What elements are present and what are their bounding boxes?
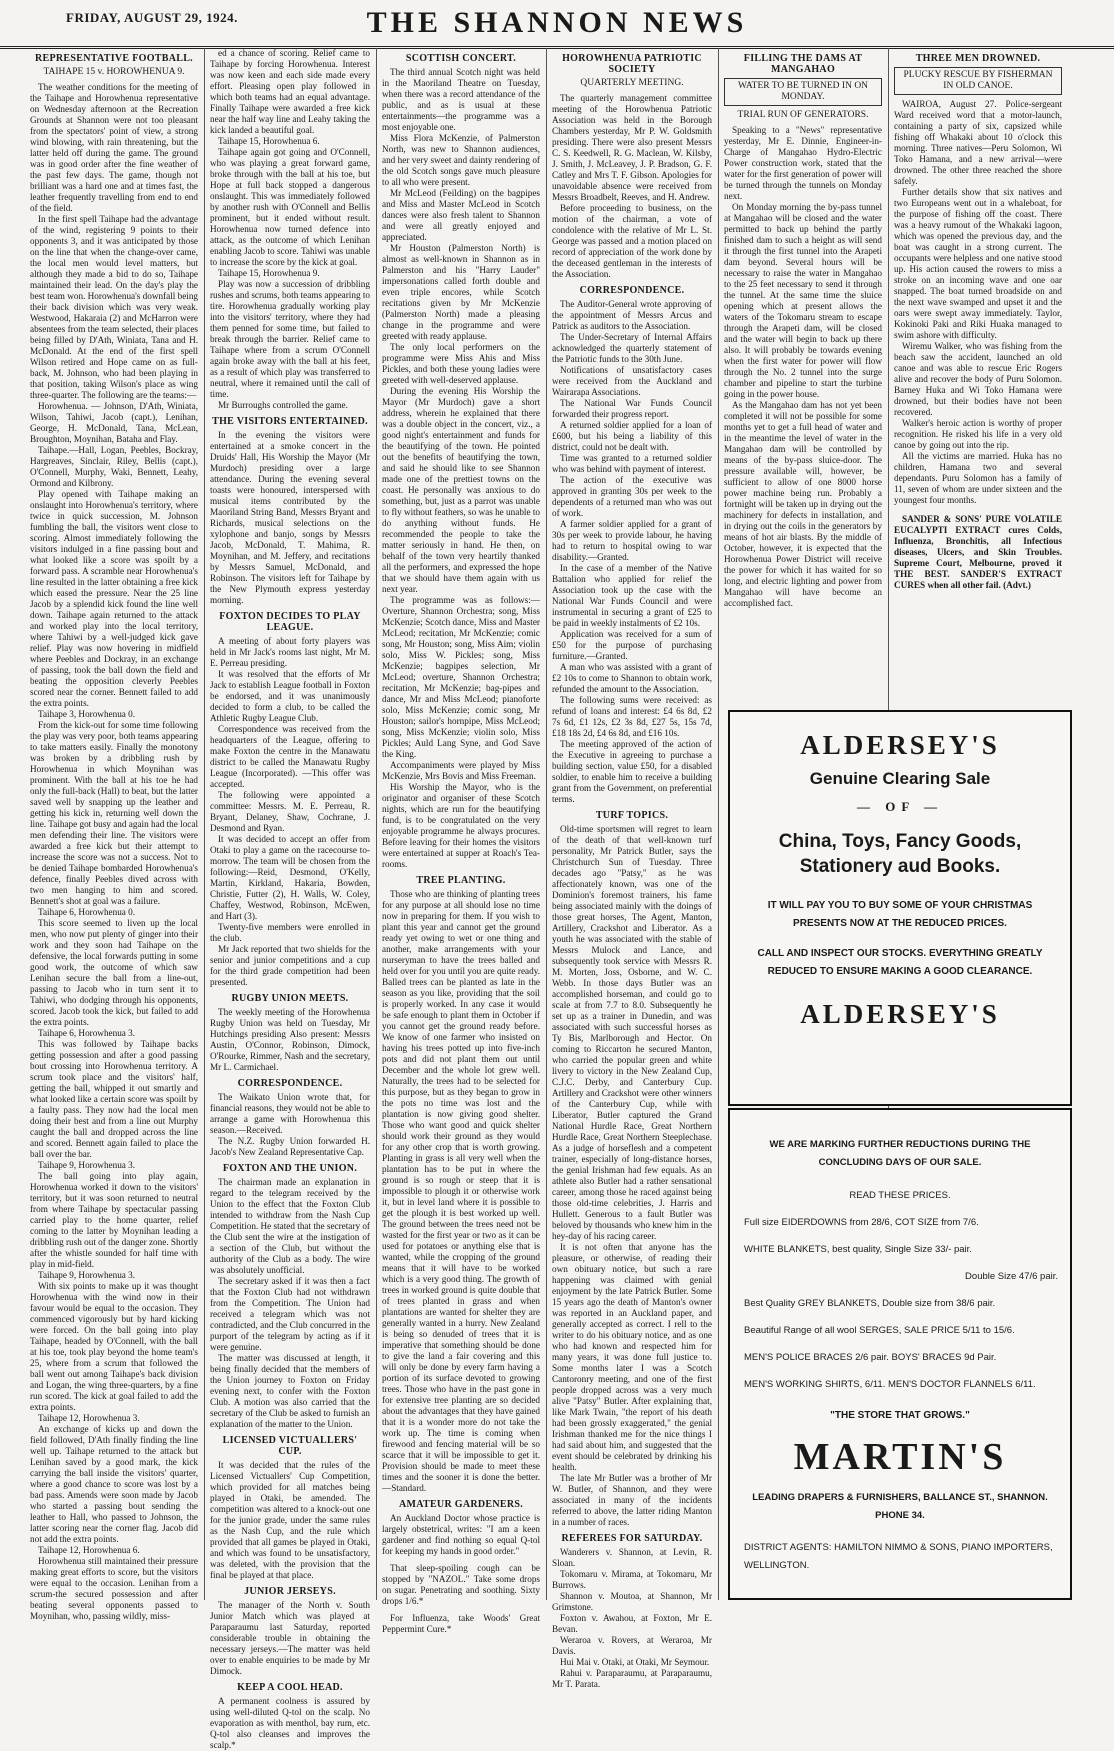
- paragraph: Mr Houston (Palmerston North) is almost as well-known in Shannon as in Palmerston and his "Harry Lauder" impersonations called forth double and even triple encores, while Scotch recitations given by Mr McKenzie (Palmerston North) made a pleasing change in the programme and were greeted with ready applause.: [382, 243, 540, 341]
- rescue-subheading: PLUCKY RESCUE BY FISHERMAN IN OLD CANOE.: [894, 67, 1062, 95]
- paragraph: Weraroa v. Rovers, at Weraroa, Mr Davis.: [552, 1635, 712, 1656]
- referees-body: [552, 1547, 712, 1690]
- paragraph: Taihape 15, Horowhenua 6.: [218, 136, 320, 146]
- paragraph: This was followed by Taihape backs getting possession and after a good passing bout crossing into Horowhenua territory. A scrum took place and the visitors' half, getting the ball, whipped it out smartly and what looked like a certain score was spoilt by a faulty pass. They now had the local men doing their best and from a line out Murphy caught the ball and dropped across the line and scored. Bennett again failed to place the ball over the bar.: [30, 1039, 198, 1159]
- dams-subheading: WATER TO BE TURNED IN ON MONDAY.: [724, 78, 882, 106]
- paragraph: Wanderers v. Shannon, at Levin, R. Sloan.: [552, 1547, 712, 1568]
- district-agents: DISTRICT AGENTS: HAMILTON NIMMO & SONS, PIANO IMPORTERS, WELLINGTON.: [744, 1542, 1053, 1571]
- paragraph: Taihape 9, Horowhenua 3.: [38, 1160, 136, 1170]
- price-eiderdowns: Full size EIDERDOWNS from 28/6, COT SIZE from 7/6.: [744, 1217, 979, 1228]
- drowned-body: [894, 99, 1062, 506]
- paragraph: Taihape 12, Horowhenua 6.: [38, 1545, 140, 1555]
- paragraph: A returned soldier applied for a loan of £600, but his being a liability of this district, could not be dealt with.: [552, 420, 712, 452]
- paragraph: A meeting of about forty players was held in Mr Jack's rooms last night, Mr M. E. Perreau presiding.: [210, 636, 370, 668]
- football-score: TAIHAPE 15 v. HOROWHENUA 9.: [43, 67, 185, 77]
- column-rule: [204, 48, 205, 1600]
- paragraph: Rahui v. Paraparaumu, at Paraparaumu, Mr T. Parata.: [552, 1668, 712, 1689]
- paragraph: The following were appointed a committee: Messrs. M. E. Perreau, R. Bryant, Delaney, Shaw, Cochrane, J. Desmond and Ryan.: [210, 790, 370, 833]
- football-continued: [210, 48, 370, 411]
- paragraph: The meeting approved of the action of the Executive in agreeing to purchase a building section, value £50, for a disabled soldier, to enable him to receive a building grant from the Government, on preferential terms.: [552, 739, 712, 804]
- martins-advert: [728, 1108, 1072, 1600]
- column-rule: [376, 48, 377, 1600]
- paragraph: The N.Z. Rugby Union forwarded H. Jacob's New Zealand Representative Cap.: [210, 1136, 370, 1157]
- clearing-sale: Genuine Clearing Sale: [809, 769, 991, 788]
- masthead: [0, 0, 1114, 49]
- paragraph: Correspondence was received from the headquarters of the League, offering to make Foxton the centre in the Manawatu district to be called the Manawatu Rugby League (Incorporated). —This offer was accepted.: [210, 724, 370, 789]
- paragraph: The Auditor-General wrote approving of the appointment of Messrs Arcus and Patrick as auditors to the Association.: [552, 299, 712, 331]
- victuallers-text: It was decided that the rules of the Licensed Victuallers' Cup Competition, which provided for all matches being played in Otaki, be amended. The competition was altered to a knock-out one for the junior grade, under the same rules as the Nash Cup, and the rule which provided that all games be played in Otaki, and which was found to be unsatisfactory, was deleted, with the provision that the final be played at that place.: [210, 1460, 370, 1580]
- foxton-union-heading: FOXTON AND THE UNION.: [222, 1163, 358, 1174]
- paragraph: Play was now a succession of dribbling rushes and scrums, both teams appearing to tire. Horowhenua gradually working play into the visitors' territory, where they had them penned for some time, but failed to break through the barrier. Relief came to Taihape where from a scrum O'Connell again broke away with the ball at his feet, as a result of which play was transferred to neutral, where it remained until the call of time.: [210, 279, 370, 399]
- paragraph: Accompaniments were played by Miss McKenzie, Mrs Bovis and Miss Freeman.: [382, 760, 540, 781]
- read-prices: READ THESE PRICES.: [849, 1190, 951, 1201]
- foxton-league-body: [210, 636, 370, 988]
- drapers-line: LEADING DRAPERS & FURNISHERS, BALLANCE ST., SHANNON. PHONE 34.: [752, 1492, 1048, 1521]
- inspect-line: CALL AND INSPECT OUR STOCKS. EVERYTHING GREATLY REDUCED TO ENSURE MAKING A GOOD CLEARANCE.: [757, 948, 1043, 977]
- paragraph: The secretary asked if it was then a fact that the Foxton Club had not withdrawn from the Competition. The Union had received a telegram which was not contradicted, and the Club concurred in the purport of the telegram by acting as if it were genuine.: [210, 1276, 370, 1352]
- paragraph: The weather conditions for the meeting of the Taihape and Horowhenua representative on Wednesday afternoon at the Recreation Grounds at Shannon were not too pleasant from the spectators' point of view, a strong wind blowing, with rain threatening, but the latter held off during the game. The ground was in good order after the fine weather of the past few days. The game, though not brilliant was a hard one and at times fast, the leather frequently travelling from end to end of the field.: [30, 82, 198, 213]
- paragraph: The quarterly management committee meeting of the Horowhenua Patriotic Association was held in the Borough Chambers yesterday, Mr P. W. Goldsmith presiding. There were also present Messrs C. S. Keedwell, R. G. Maclean, W. Kilsby, J. Smith, J. McLeavey, J. P. Bradson, G. F. Catley and Mrs T. F. Gibson. Apologies for unavoidable absence were received from Messrs Broadbelt, Reeves, and H. Andrew.: [552, 93, 712, 202]
- drowned-heading: THREE MEN DROWNED.: [915, 53, 1041, 64]
- paragraph: A farmer soldier applied for a grant of 30s per week to provide labour, he having had to return to hospital owing to war disability.—Granted.: [552, 519, 712, 562]
- paragraph: Tokomaru v. Mirama, at Tokomaru, Mr Burrows.: [552, 1569, 712, 1590]
- turf-body: [552, 824, 712, 1528]
- gardeners-text: An Auckland Doctor whose practice is largely obstetrical, writes: "I am a keen gardener and find nothing so equal Q-tol for keeping my hands in good order.": [382, 1513, 540, 1556]
- newspaper-title: THE SHANNON NEWS: [366, 6, 748, 39]
- price-white-blankets: WHITE BLANKETS, best quality, Single Size 33/- pair.: [744, 1244, 972, 1255]
- paragraph: Taihape 3, Horowhenua 0.: [38, 709, 136, 719]
- paragraph: All the victims are married. Huka has no children, Hamana two and several dependants. Puru Solomon has a family of 11, seven of whom are under sixteen and the youngest four months.: [894, 451, 1062, 505]
- cool-head-text: A permanent coolness is assured by using well-diluted Q-tol on the scalp. No evaporation as with menthol, bay rum, etc. Q-tol also cleanses and improves the scalp.*: [210, 1696, 370, 1750]
- paragraph: Notifications of unsatisfactory cases were received from the Auckland and Wairarapa Associations.: [552, 365, 712, 397]
- paragraph: Before proceeding to business, on the motion of the chairman, a vote of condolence with the relative of Mr L. St. George was passed and a motion placed on record of appreciation of the work done by the deceased gentleman in the interests of the Association.: [552, 203, 712, 279]
- generators-subheading: TRIAL RUN OF GENERATORS.: [737, 110, 869, 120]
- paragraph: Play opened with Taihape making an onslaught into Horowhenua's territory, where twice in quick succession, M. Johnson fumbling the ball, the visitors went close to scoring. Almost immediately following the visitors indulged in a fine passing bout and what looked like a score was spoilt by a forward pass. A scramble near Horowhenua's line resulted in the latter obtaining a free kick which eased the pressure. Near the 25 line Jacob by a splendid kick found the line well down. Taihape again returned to the attack and worked play into the local territory, where Tahiwi by a well-judged kick gave relief. Play was now hovering in midfield where Peebles and Dockray, in an exchange of passing, took the ball down the field and beating the opposition cleverly Peebles scored near the corner. Bennett failed to add the extra points.: [30, 489, 198, 708]
- eucalypti-advert: SANDER & SONS' PURE VOLATILE EUCALYPTI EXTRACT cures Colds, Influenza, Bronchitis, all Infectious diseases, Ulcers, and Skin Troubles. Supreme Court, Melbourne, proved it THE BEST. SANDER'S EXTRACT CURES when all other fail. (Advt.): [894, 514, 1062, 590]
- referees-heading: REFEREES FOR SATURDAY.: [561, 1533, 703, 1544]
- paragraph: Shannon v. Moutoa, at Shannon, Mr Grimstone.: [552, 1591, 712, 1612]
- paragraph: It was decided to accept an offer from Otaki to play a game on the racecourse to-morrow. The team will be chosen from the following:—Reid, Desmond, O'Kelly, Martin, Kirkland, Hakaria, Bowden, Christie, Futter (2), H. Walls, W. Coley, Chaffey, Westwod, Robinson, McEwen, and Hart (3).: [210, 834, 370, 921]
- turf-heading: TURF TOPICS.: [595, 810, 669, 821]
- tree-planting-body: [382, 889, 540, 1494]
- paragraph: On Monday morning the by-pass tunnel at Mangahao will be closed and the water permitted to back up behind the partly finished dam to such a height as will send it through the first tunnel into the Arapeti dam beyond. Several hours will be necessary to raise the water in Mangahao to the 25 feet necessary to send it through the tunnel. At the same time the sluice opening which at present allows the waters of the Tokomaru stream to escape through the Arapeti dam, will be closed and the water will begin to back up there also. It will probably be towards evening when the first water for power will flow through the No. 2 tunnel into the surge chamber and pipeline to start the turbine going in the power house.: [724, 202, 882, 399]
- aldersey-name: ALDERSEY'S: [800, 730, 1000, 760]
- correspondence-body-2: [552, 299, 712, 805]
- junior-jerseys-heading: JUNIOR JERSEYS.: [244, 1586, 336, 1597]
- store-slogan: "THE STORE THAT GROWS.": [830, 1410, 970, 1421]
- visitors-text: In the evening the visitors were entertained at a smoke concert in the Druids' Hall, His Worship the Mayor (Mr Murdoch) presiding over a large attendance. During the evening several toasts were honoured, interspersed with musical items contributed by the Maoriland String Band, Messrs Bryant and Richards, musical selections on the xylophone and banjo, songs by Messrs Jacob, McDonald, T. Mahima, R. Moynihan, and M. Jeffery, and recitations by Messrs Samuel, McDonald, and Robinson. The visitors left for Taihape by the New Plymouth express yesterday morning.: [210, 430, 370, 605]
- martins-name: MARTIN'S: [793, 1436, 1007, 1478]
- paragraph: This score seemed to liven up the local men, who now put plenty of ginger into their work and they soon had Taihape on the defensive, the local forwards putting in some good work, the outcome of which saw Lenihan secure the ball from a line-out, passing to Jacob who in turn sent it to Tahiwi, who dodging through his opponents, scored. Jacob took the kick, but failed to add the extra points.: [30, 918, 198, 1027]
- paragraph: Wiremu Walker, who was fishing from the beach saw the accident, launched an old canoe and was able to rescue Eric Rogers alive and recover the body of Puru Solomon. Barney Huka and Wi Toko Hamana were drowned, but their bodies have not been recovered.: [894, 341, 1062, 417]
- rugby-union-body: [210, 1007, 370, 1073]
- paragraph: Further details show that six natives and two Europeans went out in a whaleboat, for the purpose of fishing off the coast. There was a heavy rumout of the Whakaki lagoon, which was opened the previous day, and the boat was caught in a strong current. The occupants were helpless and one native stood up. His action caused the rowers to miss a stroke on an incoming wave and one oar snapped. The boat turned broadside on and the next wave swamped and upset it and the oars were swept away immediately. Taylor, Kokinoki Paki and Riki Huaka managed to swim ashore with difficulty.: [894, 187, 1062, 340]
- paragraph: The National War Funds Council forwarded their progress report.: [552, 398, 712, 419]
- paragraph: Taihape.—Hall, Logan, Peebles, Bockray, Hargreaves, Sinclair, Riley, Bellis (capt.), O'Connell, Murphy, Waki, Bennett, Leahy, Ormond and Kilbrony.: [30, 445, 198, 488]
- patriotic-body: [552, 93, 712, 280]
- of-divider: — OF —: [856, 799, 944, 814]
- paragraph: The Waikato Union wrote that, for financial reasons, they would not be able to arrange a game with Horowhenua this season.—Received.: [210, 1092, 370, 1135]
- price-serges: Beautiful Range of all wool SERGES, SALE PRICE 5/11 to 15/6.: [744, 1325, 1015, 1336]
- paragraph: Foxton v. Awahou, at Foxton, Mr E. Bevan.: [552, 1613, 712, 1634]
- paragraph: The action of the executive was approved in granting 30s per week to the dependents of a returned man who was out of work.: [552, 475, 712, 518]
- football-heading: REPRESENTATIVE FOOTBALL.: [35, 53, 193, 64]
- paragraph: The ball going into play again, Horowhenua worked it down to the visitors' territory, but it was soon returned to neutral from where Taihape by spectacular passing carried play to the home quarter, relief coming to the latter by Moynihan leading a dribbling rush out of the danger zone. Shortly after the whistle sounded for half time with play in mid-field.: [30, 1171, 198, 1269]
- junior-jerseys-text: The manager of the North v. South Junior Match which was played at Paraparaumu last Saturday, reported considerable trouble in obtaining the necessary jerseys.—The matter was held over to enable enquiries to be made by Mr Dimock.: [210, 1600, 370, 1676]
- column-two: [210, 48, 370, 1750]
- paragraph: The late Mr Butler was a brother of Mr W. Butler, of Shannon, and they were associated in many of the incidents referred to above, the latter riding Manton in a number of races.: [552, 1473, 712, 1527]
- foxton-league-heading: FOXTON DECIDES TO PLAY LEAGUE.: [219, 611, 361, 633]
- tree-planting-heading: TREE PLANTING.: [416, 875, 506, 886]
- paragraph: Walker's heroic action is worthy of proper recognition. He risked his life in a very old canoe by going out into the rip.: [894, 418, 1062, 450]
- column-rule: [718, 48, 719, 1600]
- paragraph: Those who are thinking of planting trees for any purpose at all should lose no time now in preparing for them. If you wish to plant this year and cannot get the ground ready yet owing to wet or one thing and another, make arrangements with your nurseryman to have the trees balled and held over for you until you are quite ready. Balled trees can be planted as late in the season as you like, providing that the soil is properly worked. In any case it would be safe enough to plant them in October if you cannot get the ground ready before. We know of one farmer who insisted on having his trees potted up into five-inch pots and did not plant them out until December and the whole lot grew well. Naturally, the trees had to be selected for this purpose, but as they began to grow in the pots no time was lost and the plantation is now giving good shelter. Those who want good and quick shelter should work their ground as they would for any other crop that is worth growing. Planting in grass is all very well when the plantation has to be put in where the ground is so rough or steep that it is impossible to plough it or otherwise work it, but in level land where it is possible to get the plough it is best worked up well. The ground between the trees need not be wasted for the first year or two as it can be used for potatoes or anything else that is wanted, while the cropping of the ground means that it will have to be worked which is a very good thing. The growth of trees in worked ground is quite double that of trees planted in grass and when plantations are wanted for shelter they are generally wanted in a hurry. New Zealand is being so denuded of trees that it is imperative that something should be done to give the land a fair covering and this will only be done by every farm having a portion of its surface devoted to growing trees. Those who have in the past gone in for extensive tree planting are so decided about the advantages that they have gained that it is a wonder more do not take the work up. The time is coming when firewood and fencing material will be so scarce that it will be impossible to get it. Provision should be made to meet these times and the sooner it is done the better.—Standard.: [382, 889, 540, 1493]
- column-three: [382, 48, 540, 1634]
- price-shirts: MEN'S WORKING SHIRTS, 6/11. MEN'S DOCTOR FLANNELS 6/11.: [744, 1379, 1036, 1390]
- paragraph: During the evening His Worship the Mayor (Mr Murdoch) gave a short address, wherein he explained that there was a double object in the concert, viz., a good night's entertainment and funds for the beautifying of the town. He pointed out the benefits of beautifying the town, and said he should like to see Shannon made one of the prettiest towns on the coast. He personally was anxious to do something, but, just as a parrot was unable to fly without feathers, so was he unable to do anything without funds. He recommended the people to take the matter seriously in hand. He then, on behalf of the town very heartily thanked all the performers, and expressed the hope that we should have them again with us next year.: [382, 386, 540, 594]
- paragraph: The chairman made an explanation in regard to the telegram received by the Union to the effect that the Foxton Club intended to withdraw from the Nash Cup Competition. He stated that the secretary of the Club sent the wire at the instigation of a section of the Club, but without the authority of the Club as a body. The wire was absolutely unofficial.: [210, 1177, 370, 1275]
- paragraph: It was resolved that the efforts of Mr Jack to establish League football in Foxton be endorsed, and it was unanimously decided to form a club, to be called the Athletic Rugby League Club.: [210, 669, 370, 723]
- correspondence-body: [210, 1092, 370, 1158]
- paragraph: Application was received for a sum of £50 for the purpose of purchasing furniture.—Granted.: [552, 629, 712, 661]
- paragraph: In the case of a member of the Native Battalion who applied for relief the Association took up the case with the National War Funds Council and were instrumental in securing a grant of £25 to be paid in weekly instalments of £2 10s.: [552, 563, 712, 628]
- visitors-heading: THE VISITORS ENTERTAINED.: [212, 416, 368, 427]
- column-rule: [546, 48, 547, 1600]
- paragraph: The matter was discussed at length, it being finally decided that the members of the Union journey to Foxton on Friday evening next, to confer with the Foxton Club. A motion was also carried that the secretary of the Club be asked to furnish an explanation of the matter to the Union.: [210, 1353, 370, 1429]
- price-grey-blankets: Best Quality GREY BLANKETS, Double size from 38/6 pair.: [744, 1298, 996, 1309]
- paragraph: The third annual Scotch night was held in the Maoriland Theatre on Tuesday, when there was a record attendance of the public, and as is usual at these entertainments—the programme was a most enjoyable one.: [382, 67, 540, 132]
- influenza-text: For Influenza, take Woods' Great Peppermint Cure.*: [382, 1613, 540, 1634]
- paragraph: With six points to make up it was thought Horowhenua with the wind now in their favour would be equal to the occasion. They commenced vigorously but by hard kicking were forced. On the ball going into play Taihape, headed by O'Connell, with the ball at his toe, took play beyond the home team's 25, where from a scrum that followed the ball went out among Taihape's back division and Logan, the wing three-quarters, by a fine run scored. The kick at goal failed to add the extra points.: [30, 1281, 198, 1412]
- paragraph: WAIROA, August 27. Police-sergeant Ward received word that a motor-launch, containing a party of six, capsized while fishing off Whakaki about 10 o'clock this morning. Three natives—Peru Solomon, Wi Toko Hamana, and a new arrival—were drowned. The other three reached the shore safely.: [894, 99, 1062, 186]
- column-six: [894, 48, 1062, 708]
- paragraph: Old-time sportsmen will regret to learn of the death of that well-known turf personality, Mr Patrick Butler, says the Christchurch Sun of Tuesday. Three decades ago "Patsy," as he was affectionately known, was one of the Dominion's foremost trainers, his fame being associated mainly with the doings of those great horses, The Agent, Manton, Artillery, Crackshot and Liberator. As a youth he was associated with the stable of Messrs Mulock and Lance, and subsequently took service with Messrs R. M. Morten, Joss, Osborne, and W. C. Webb. In those days Butler was an accomplished horseman, and could go to scale at from 7.7 to 8.0. Subsequently he set up as a trainer in Dunedin, and was associated with such successful horses as Ty Bis, Marlborough and Hector. On coming to Riccarton he secured Manton, who carried the popular green and white livery to victory in the New Zealand Cup, C.J.C. Derby, and Canterbury Cup. Artillery and Crackshot were other winners of the Canterbury Cup, while with Liberator, Butler captured the Grand National Hurdle Race, Great Northern Hurdle Race, Great Northern Steeplechase. As a judge of horseflesh and a competent trainer, especially of long-distance horses, the genial Irishman had few equals. As an athlete also Butler had a rather sensational career, among those he raced against being those old-time celebrities, J. Harris and Hullett. Generous to a fault Butler was beloved by thousands who knew him in the hey-day of his racing career.: [552, 824, 712, 1241]
- goods-line: China, Toys, Fancy Goods, Stationery aud Books.: [778, 831, 1022, 877]
- rugby-union-heading: RUGBY UNION MEETS.: [231, 993, 349, 1004]
- paragraph: From the kick-out for some time following the play was very poor, both teams appearing to take matters easily. Finally the monotony was broken by a dribbling rush by Horowhenua in which Moynihan was prominent. With the ball at his toe he had only the full-back (Hall) to beat, but the latter saved well by snapping up the leather and getting his kick in, returning well down the line. Taihape got busy and again had the local men defending their line. The visitors were awarded a free kick but their attempt to increase the score was not a success. Not to be denied Taihape bombarded Horowhenua's defence, finally Peebles dived across with two men hanging to him and scored. Bennett's shot at goal was a failure.: [30, 720, 198, 906]
- paragraph: Time was granted to a returned soldier who was behind with payment of interest.: [552, 453, 712, 474]
- football-body: [30, 82, 198, 1622]
- paragraph: The programme was as follows:—Overture, Shannon Orchestra; song, Miss McKenzie; Scotch dance, Miss and Master McLeod; recitation, Mr McKenzie; comic song, Mr Houston; song, Miss Aim; violin solo, Miss W. Pickles; song, Miss McKenzie; bagpipes selection, Mr McLeod; overture, Shannon Orchestra; recitation, Mr McKenzie; bag-pipes and dance, Mr and Miss McLeod; pianoforte solo, Miss McKenzie; comic song, Mr Houston; sailor's hornpipe, Miss McLeod; song, Miss McKenzie; violin solo, Miss Pickles; Auld Lang Syne, and God Save the King.: [382, 595, 540, 759]
- paragraph: Taihape 15, Horowhenua 9.: [218, 268, 320, 278]
- paragraph: The weekly meeting of the Horowhenua Rugby Union was held on Tuesday, Mr Hutchings presiding Also present: Messrs Austin, O'Connor, Robinson, Dimock, O'Rourke, Rimmer, Nash and the secretary, Mr L. Carmichael.: [210, 1007, 370, 1072]
- paragraph: Taihape 6, Horowhenua 0.: [38, 907, 136, 917]
- issue-date: FRIDAY, AUGUST 29, 1924.: [66, 10, 238, 25]
- paragraph: Speaking to a "News" representative yesterday, Mr E. Dinnie, Engineer-in-Charge of Mangahao Hydro-Electric Power construction work, stated that the water for the first generation of power will be turned through the tunnels on Monday next.: [724, 125, 882, 201]
- patriotic-heading: HOROWHENUA PATRIOTIC SOCIETY: [562, 53, 702, 75]
- paragraph: As the Mangahao dam has not yet been completed it will not be possible for some months yet to get a full head of water and in the meantime the level of water in the Mangahao dam will be controlled by means of the by-pass sluice-door. The pressure available will, however, be sufficient to allow of one 8000 horse power machine being run. Probably a fortnight will be taken up in drying out the machinery for defects in installation, and in drying out the coils in the generators by means of hot air blasts. By the middle of October, however, it is expected that the Horowhenua Power District will receive the power for which it has waited for so long, and electric lighting and power from Mangahao will have become an accomplished fact.: [724, 400, 882, 608]
- paragraph: Mr McLeod (Feilding) on the bagpipes and Miss and Master McLeod in Scotch dances were also fresh talent to Shannon and were all greatly enjoyed and appreciated.: [382, 188, 540, 242]
- paragraph: Miss Flora McKenzie, of Palmerston North, was new to Shannon audiences, and her very sweet and dainty rendering of the old Scotch songs gave much pleasure to all who were present.: [382, 133, 540, 187]
- victuallers-heading: LICENSED VICTUALLERS' CUP.: [222, 1435, 358, 1457]
- paragraph: Taihape 12, Horowhenua 3.: [38, 1413, 140, 1423]
- paragraph: Horowhenua still maintained their pressure making great efforts to score, but the visitors were equal to the occasion. Lenihan from a scrum-the secured possession and after beating several opponents passed to Moynihan, who, passing wildly, miss-: [30, 1556, 198, 1621]
- paragraph: Mr Jack reported that two shields for the senior and junior competitions and a cup for the third grade competition had been presented.: [210, 944, 370, 987]
- paragraph: Taihape 9, Horowhenua 3.: [38, 1270, 136, 1280]
- paragraph: The only local performers on the programme were Miss Ahis and Miss Pickles, and both these young ladies were greeted with well-deserved applause.: [382, 342, 540, 385]
- aldersey-advert: [728, 710, 1072, 1106]
- column-four: [552, 48, 712, 1689]
- paragraph: His Worship the Mayor, who is the originator and organiser of these Scotch nights, which are run for the beautifying fund, is to be congratulated on the very enjoyable programme he always procures. Before leaving for their homes the visitors were entertained at supper at Roach's Tea-rooms.: [382, 782, 540, 869]
- paragraph: In the first spell Taihape had the advantage of the wind, registering 9 points to their opponents 3, and it was anticipated by those on the line that when the change-over came, the local men would level matters, but although they made a bid to do so, Taihape maintained their lead. On the day's play the best team won. Horowhenua's downfall being their back division which was very weak. Westwood, Hakaraia (2) and McHarron were absentees from the team selected, their places being filled by D'Ath, Winiata, Tana and H. McDonald. At the end of the first spell Wilson retired and Hope came on as full-back, M. Johnson, who had been playing in that position, taking Wilson's place as wing three-quarter. The following are the teams:—: [30, 214, 199, 400]
- correspondence-heading: CORRESPONDENCE.: [237, 1078, 343, 1089]
- paragraph: ed a chance of scoring. Relief came to Taihape by forcing Horowhenua. Interest was now keen and each side made every effort. Pleasing open play followed in which both teams had an equal advantage. Finally Taihape were awarded a free kick near the half way line and Leahy taking the kick landed a beautiful goal.: [210, 48, 370, 135]
- aldersey-name-footer: ALDERSEY'S: [800, 999, 1000, 1029]
- paragraph: Taihape again got going and O'Connell, who was playing a great forward game, broke through with the ball at his toe, but Hope at full back stopped a dangerous onslaught. This was immediately followed by another rush with O'Connell and Bellis prominent, but it ended without result. Horowhenua now turned defence into attack, as the outcome of which Lenihan enabling Jacob to score. Tahiwi was unable to increase the score by the kick at goal.: [210, 147, 370, 267]
- price-braces: MEN'S POLICE BRACES 2/6 pair. BOYS' BRACES 9d Pair.: [744, 1352, 997, 1363]
- paragraph: The Under-Secretary of Internal Affairs acknowledged the quarterly statement of the Patriotic funds to the 30th June.: [552, 332, 712, 364]
- paragraph: Taihape 6, Horowhenua 3.: [38, 1028, 136, 1038]
- price-double-size: Double Size 47/6 pair.: [965, 1271, 1058, 1282]
- correspondence-heading-2: CORRESPONDENCE.: [579, 285, 685, 296]
- quarterly-meeting-sub: QUARTERLY MEETING.: [580, 78, 684, 88]
- foxton-union-body: [210, 1177, 370, 1430]
- paragraph: A man who was assisted with a grant of £2 10s to come to Shannon to obtain work, refunded the amount to the Association.: [552, 662, 712, 694]
- gardeners-heading: AMATEUR GARDENERS.: [398, 1499, 524, 1510]
- christmas-line: IT WILL PAY YOU TO BUY SOME OF YOUR CHRISTMAS PRESENTS NOW AT THE REDUCED PRICES.: [767, 900, 1033, 929]
- cool-head-heading: KEEP A COOL HEAD.: [237, 1682, 343, 1693]
- column-football: [30, 48, 199, 1621]
- concert-heading: SCOTTISH CONCERT.: [405, 53, 517, 64]
- paragraph: Hui Mai v. Otaki, at Otaki, Mr Seymour.: [560, 1657, 710, 1667]
- reductions-line: WE ARE MARKING FURTHER REDUCTIONS DURING THE CONCLUDING DAYS OF OUR SALE.: [769, 1139, 1031, 1168]
- paragraph: Horowhenua. — Johnson, D'Ath, Winiata, Wilson, Tahiwi, Jacob (capt.), Lenihan, George, H. McDonald, Tana, McLean, Broughton, Moynihan, Bataha and Flay.: [30, 401, 198, 444]
- paragraph: The following sums were received: as refund of loans and interest: £4 6s 8d, £2 7s 6d, £1 12s, £2 3s 8d, £27 5s, 15s 7d, £18 18s 2d, £4 6s 8d, and £16 10s.: [552, 695, 712, 738]
- dams-body: [724, 125, 882, 609]
- concert-body: [382, 67, 540, 870]
- paragraph: An exchange of kicks up and down the field followed, D'Ath finally finding the line well up. Taihape returned to the attack but Lenihan saved by a good mark, the kick carrying the ball inside the visitors' quarter, where a good chance to score was lost by a bad pass. Amends were soon made by Jacob who started a passing bout sending the leather to Hall, who passed to Johnson, the latter scoring near the corner flag. Jacob did not add the extra points.: [30, 1424, 198, 1544]
- cough-text: That sleep-spoiling cough can be stopped by "NAZOL." Take some drops on sugar. Penetrating and soothing. Sixty drops 1/6.*: [382, 1563, 540, 1606]
- paragraph: Mr Burroughs controlled the game.: [218, 400, 348, 410]
- paragraph: It is not often that anyone has the pleasure, or otherwise, of reading their own obituary notice, but such a rare happening was claimed with genial enjoyment by the late Patrick Butler. Some 15 years ago the death of Manton's owner was reported in an Auckland paper, and generally accepted as correct. I rell to the writer to do his obituary notice, and as one who had known and respected him for many years, it was done full justice to. Some months later I was a Scotch Cantoronry meeting, and one of the first people dropped across was a very much alive "Patsy" Butler. After explaining that, like Mark Twain, "the report of his death had been grossly exaggerated," the genial Irishman thanked me for the nice things I had said about him, and suggested that the event should be celebrated by drinking his health.: [552, 1242, 712, 1472]
- paragraph: Twenty-five members were enrolled in the club.: [210, 922, 370, 943]
- dams-heading: FILLING THE DAMS AT MANGAHAO: [743, 53, 863, 75]
